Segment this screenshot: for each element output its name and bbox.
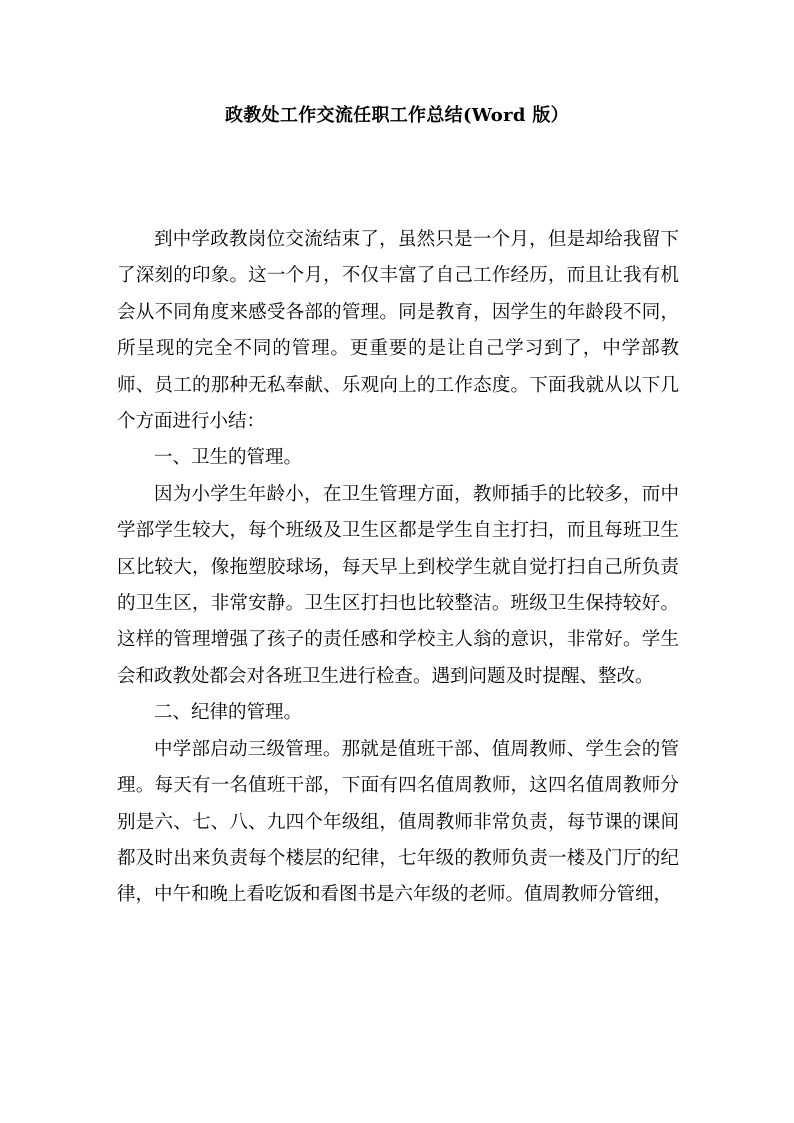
document-title: 政教处工作交流任职工作总结(Word 版） [225,105,569,126]
paragraph-discipline: 中学部启动三级管理。那就是值班干部、值周教师、学生会的管理。每天有一名值班干部，下面有四名值周教师，这四名值周教师分别是六、七、八、九四个年级组，值周教师非常负责，每节课的课间都及时出来负责每个楼层的纪律，七年级的教师负责一楼及门厅的纪律，中午和晚上看吃饭和看图书是六年级的老师。值周教师分管细， [117,738,679,906]
section-heading-discipline: 二、纪律的管理。 [154,702,303,724]
paragraph-intro: 到中学政教岗位交流结束了，虽然只是一个月，但是却给我留下了深刻的印象。这一个月，不仅丰富了自己工作经历，而且让我有机会从不同角度来感受各部的管理。同是教育，因学生的年龄段不同，所呈现的完全不同的管理。更重要的是让自己学习到了，中学部教师、员工的那种无私奉献、乐观向上的工作态度。下面我就从以下几个方面进行小结： [117,229,679,433]
section-heading-hygiene: 一、卫生的管理。 [154,447,303,469]
paragraph-hygiene: 因为小学生年龄小，在卫生管理方面，教师插手的比较多，而中学部学生较大，每个班级及卫生区都是学生自主打扫，而且每班卫生区比较大，像拖塑胶球场，每天早上到校学生就自觉打扫自己所负责的卫生区，非常安静。卫生区打扫也比较整洁。班级卫生保持较好。这样的管理增强了孩子的责任感和学校主人翁的意识，非常好。学生会和政教处都会对各班卫生进行检查。遇到问题及时提醒、整改。 [117,483,679,687]
document-body [117,222,679,914]
